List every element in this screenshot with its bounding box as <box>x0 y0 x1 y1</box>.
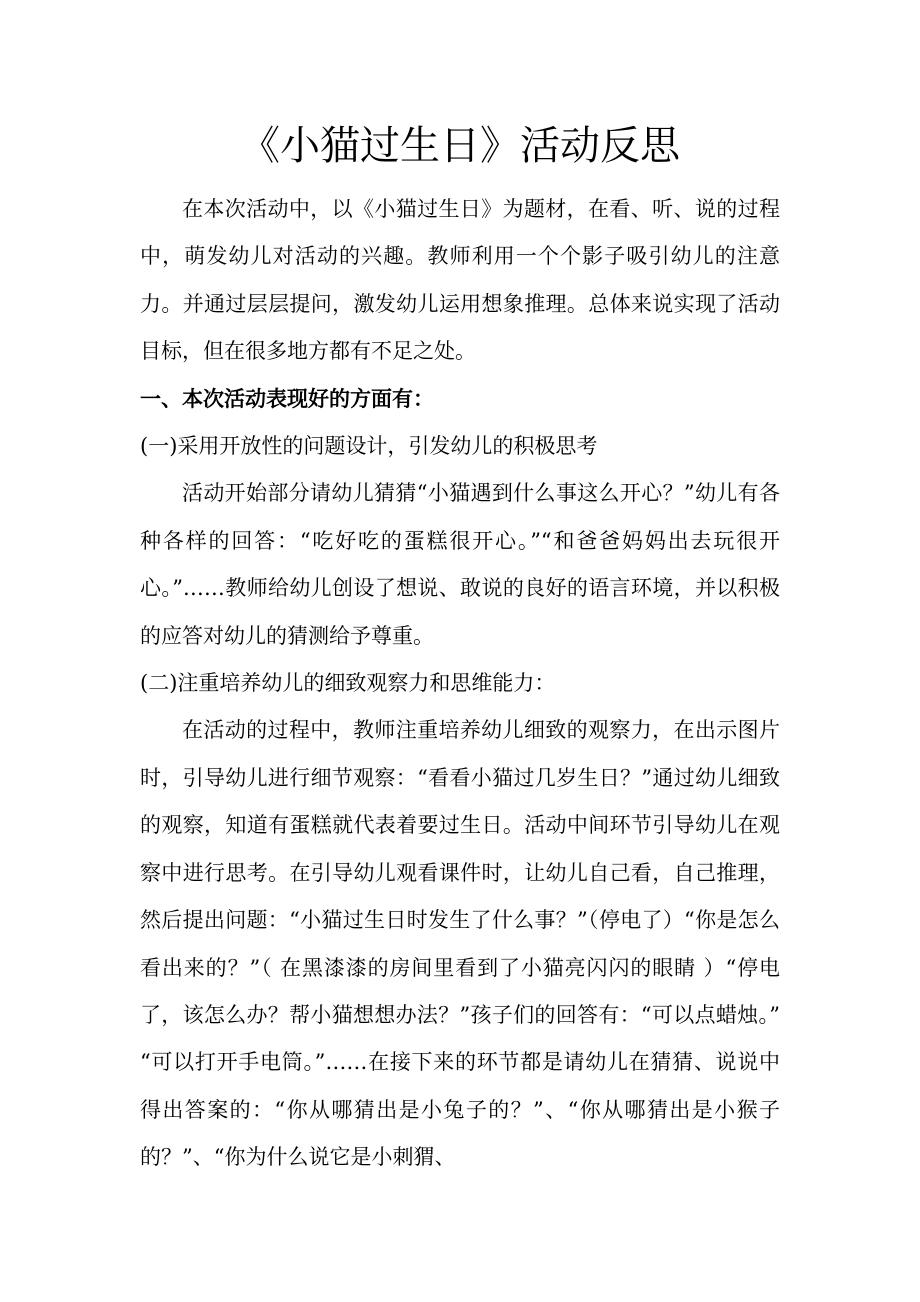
intro-paragraph: 在本次活动中，以《小猫过生日》为题材，在看、听、说的过程中，萌发幼儿对活动的兴趣。教师利用一个个影子吸引幼儿的注意力。并通过层层提问，激发幼儿运用想象推理。总体来说实现了活动目标，但在很多地方都有不足之处。 <box>140 197 780 364</box>
subsection-paragraph-2: 在活动的过程中，教师注重培养幼儿细致的观察力，在出示图片时，引导幼儿进行细节观察：“看看小猫过几岁生日？”通过幼儿细致的观察，知道有蛋糕就代表着要过生日。活动中间环节引导幼儿在观察中进行思考。在引导幼儿观看课件时，让幼儿自己看，自己推理，然后提出问题：“小猫过生日时发生了什么事？”（停电了）“你是怎么看出来的？”（ 在黑漆漆的房间里看到了小猫亮闪闪的眼睛 ）“停电了，该怎么办？帮小猫想想办法？”孩子们的回答有：“可以点蜡烛。” “可以打开手电筒。”……在接下来的环节都是请幼儿在猜猜、说说中得出答案的：“你从哪猜出是小兔子的？”、“你从哪猜出是小猴子的？”、“你为什么说它是小刺猬、 <box>140 718 780 1170</box>
subsection-paragraph-1: 活动开始部分请幼儿猜猜“小猫遇到什么事这么开心？”幼儿有各种各样的回答：“吃好吃的蛋糕很开心。”“和爸爸妈妈出去玩很开心。”……教师给幼儿创设了想说、敢说的良好的语言环境，并以积极的应答对幼儿的猜测给予尊重。 <box>140 481 780 648</box>
document-title: 《小猫过生日》活动反思 <box>240 123 680 169</box>
subsection-heading-1: (一)采用开放性的问题设计，引发幼儿的积极思考 <box>140 434 598 459</box>
document-body <box>140 186 780 1182</box>
subsection-heading-2: (二)注重培养幼儿的细致观察力和思维能力： <box>140 671 556 696</box>
section-heading-1: 一、本次活动表现好的方面有： <box>140 386 434 411</box>
